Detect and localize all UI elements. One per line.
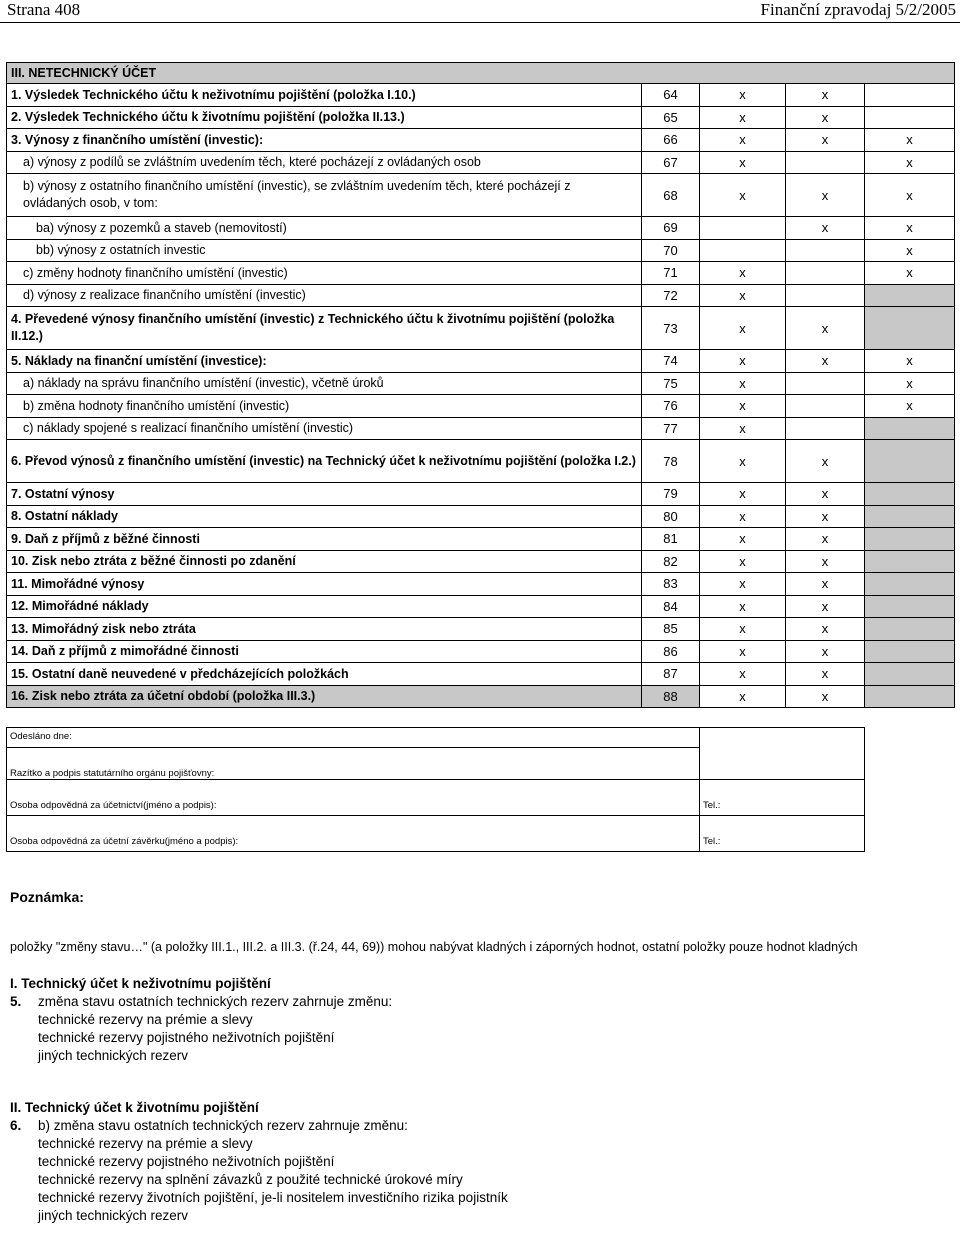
row-cell — [865, 595, 955, 618]
accounting-person-field: Osoba odpovědná za účetnictví(jméno a podpis): — [7, 780, 700, 816]
list-item: technické rezervy pojistného neživotních pojištění — [38, 1030, 335, 1045]
row-cell: x — [700, 151, 786, 174]
table-row — [7, 640, 955, 663]
row-cell: x — [786, 528, 865, 551]
row-cell — [700, 239, 786, 262]
row-cell: x — [700, 350, 786, 373]
section-item-number: 5. — [10, 994, 22, 1009]
row-number: 82 — [642, 550, 700, 573]
row-cell: x — [786, 440, 865, 483]
table-row — [7, 284, 955, 307]
note-text: položky "změny stavu…" (a položky III.1., III.2. a III.3. (ř.24, 44, 69)) mohou nabývat kladných i záporných hodnot, ostatní položky pouze hodnot kladných — [10, 940, 858, 954]
row-cell: x — [700, 595, 786, 618]
list-item: jiných technických rezerv — [38, 1208, 189, 1223]
row-cell — [865, 640, 955, 663]
table-row — [7, 174, 955, 217]
signature-block — [6, 727, 865, 852]
row-cell: x — [786, 84, 865, 107]
row-number: 79 — [642, 483, 700, 506]
row-cell: x — [700, 505, 786, 528]
table-row — [7, 528, 955, 551]
row-cell: x — [865, 395, 955, 418]
row-number: 71 — [642, 262, 700, 285]
row-cell: x — [865, 151, 955, 174]
row-label: ba) výnosy z pozemků a staveb (nemovitostí) — [7, 217, 642, 240]
row-number: 74 — [642, 350, 700, 373]
row-cell — [786, 284, 865, 307]
row-label: b) výnosy z ostatního finančního umístění (investic), se zvláštním uvedením těch, které pocházejí z ovládaných osob, v tom: — [7, 174, 642, 217]
row-number: 75 — [642, 372, 700, 395]
row-label: 8. Ostatní náklady — [7, 505, 642, 528]
row-cell: x — [700, 372, 786, 395]
row-number: 64 — [642, 84, 700, 107]
row-cell: x — [700, 618, 786, 641]
section-title-nonlife: I. Technický účet k neživotnímu pojištění — [10, 976, 271, 991]
list-item: b) změna stavu ostatních technických rezerv zahrnuje změnu: — [38, 1118, 408, 1133]
section-item-number: 6. — [10, 1118, 22, 1133]
row-label: 16. Zisk nebo ztráta za účetní období (položka III.3.) — [7, 685, 642, 708]
row-cell: x — [865, 174, 955, 217]
row-label: 3. Výnosy z finančního umístění (investic): — [7, 129, 642, 152]
row-cell — [865, 573, 955, 596]
row-label: 15. Ostatní daně neuvedené v předcházejících položkách — [7, 663, 642, 686]
row-label: 7. Ostatní výnosy — [7, 483, 642, 506]
row-cell: x — [700, 284, 786, 307]
row-cell: x — [700, 262, 786, 285]
list-item: technické rezervy na splnění závazků z použité technické úrokové míry — [38, 1172, 463, 1187]
row-cell: x — [700, 106, 786, 129]
row-label: 11. Mimořádné výnosy — [7, 573, 642, 596]
table-row — [7, 307, 955, 350]
row-cell: x — [865, 350, 955, 373]
row-label: 4. Převedené výnosy finančního umístění (investic) z Technického účtu k životnímu pojištění (položka II.12.) — [7, 307, 642, 350]
row-cell: x — [700, 174, 786, 217]
row-cell: x — [786, 640, 865, 663]
row-cell: x — [700, 84, 786, 107]
row-cell: x — [786, 350, 865, 373]
table-row — [7, 350, 955, 373]
row-number: 83 — [642, 573, 700, 596]
row-cell: x — [865, 129, 955, 152]
row-cell: x — [786, 106, 865, 129]
table-row — [7, 262, 955, 285]
row-label: 5. Náklady na finanční umístění (investice): — [7, 350, 642, 373]
row-number: 67 — [642, 151, 700, 174]
row-cell — [865, 618, 955, 641]
row-cell: x — [786, 618, 865, 641]
phone-field: Tel.: — [700, 780, 865, 816]
row-number: 66 — [642, 129, 700, 152]
row-cell: x — [786, 174, 865, 217]
table-row — [7, 663, 955, 686]
publication-title: Finanční zpravodaj 5/2/2005 — [760, 0, 956, 19]
row-cell — [865, 284, 955, 307]
row-cell: x — [700, 640, 786, 663]
row-cell — [865, 84, 955, 107]
row-cell: x — [700, 483, 786, 506]
page-number: Strana 408 — [7, 0, 81, 19]
list-item: technické rezervy na prémie a slevy — [38, 1136, 253, 1151]
list-item: technické rezervy pojistného neživotních pojištění — [38, 1154, 335, 1169]
table-row — [7, 217, 955, 240]
row-label: 10. Zisk nebo ztráta z běžné činnosti po zdanění — [7, 550, 642, 573]
non-technical-account-table — [6, 62, 955, 708]
row-number: 72 — [642, 284, 700, 307]
table-row — [7, 685, 955, 708]
row-cell: x — [786, 505, 865, 528]
row-cell: x — [865, 239, 955, 262]
row-cell: x — [700, 685, 786, 708]
row-number: 76 — [642, 395, 700, 418]
row-cell — [865, 417, 955, 440]
page-header — [0, 0, 960, 23]
row-number: 77 — [642, 417, 700, 440]
table-row — [7, 417, 955, 440]
row-cell — [865, 685, 955, 708]
row-cell: x — [700, 417, 786, 440]
row-number: 78 — [642, 440, 700, 483]
row-cell — [786, 262, 865, 285]
row-cell: x — [700, 550, 786, 573]
row-cell: x — [865, 217, 955, 240]
row-cell — [700, 217, 786, 240]
row-label: a) výnosy z podílů se zvláštním uvedením těch, které pocházejí z ovládaných osob — [7, 151, 642, 174]
row-cell: x — [786, 685, 865, 708]
row-label: 13. Mimořádný zisk nebo ztráta — [7, 618, 642, 641]
table-row — [7, 573, 955, 596]
row-number: 69 — [642, 217, 700, 240]
row-number: 86 — [642, 640, 700, 663]
table-row — [7, 106, 955, 129]
row-cell — [786, 395, 865, 418]
row-cell — [865, 550, 955, 573]
row-number: 73 — [642, 307, 700, 350]
row-cell — [865, 505, 955, 528]
list-item: změna stavu ostatních technických rezerv zahrnuje změnu: — [38, 994, 393, 1009]
row-number: 80 — [642, 505, 700, 528]
section-title-life: II. Technický účet k životnímu pojištění — [10, 1100, 259, 1115]
table-row — [7, 151, 955, 174]
table-title: III. NETECHNICKÝ ÚČET — [7, 63, 955, 84]
row-cell — [865, 483, 955, 506]
row-cell: x — [786, 663, 865, 686]
row-cell: x — [700, 307, 786, 350]
row-cell — [786, 239, 865, 262]
row-cell — [786, 372, 865, 395]
table-row — [7, 372, 955, 395]
row-cell — [865, 440, 955, 483]
row-number: 70 — [642, 239, 700, 262]
stamp-area — [700, 728, 865, 780]
row-number: 68 — [642, 174, 700, 217]
row-cell: x — [786, 129, 865, 152]
list-item: jiných technických rezerv — [38, 1048, 189, 1063]
row-cell: x — [786, 595, 865, 618]
row-label: 14. Daň z příjmů z mimořádné činnosti — [7, 640, 642, 663]
row-cell — [786, 151, 865, 174]
row-number: 81 — [642, 528, 700, 551]
row-cell: x — [786, 217, 865, 240]
note-title: Poznámka: — [10, 889, 84, 905]
row-cell: x — [700, 663, 786, 686]
table-row — [7, 239, 955, 262]
stamp-signature-field: Razítko a podpis statutárního orgánu pojišťovny: — [7, 748, 700, 780]
table-row — [7, 395, 955, 418]
row-cell — [786, 417, 865, 440]
row-number: 65 — [642, 106, 700, 129]
table-row — [7, 84, 955, 107]
row-label: 1. Výsledek Technického účtu k neživotnímu pojištění (položka I.10.) — [7, 84, 642, 107]
closing-person-field: Osoba odpovědná za účetní závěrku(jméno a podpis): — [7, 816, 700, 852]
row-label: d) výnosy z realizace finančního umístění (investic) — [7, 284, 642, 307]
row-label: 12. Mimořádné náklady — [7, 595, 642, 618]
table-row — [7, 483, 955, 506]
list-item: technické rezervy na prémie a slevy — [38, 1012, 253, 1027]
row-number: 85 — [642, 618, 700, 641]
row-cell: x — [786, 307, 865, 350]
row-cell — [865, 106, 955, 129]
row-label: c) náklady spojené s realizací finančního umístění (investic) — [7, 417, 642, 440]
row-number: 87 — [642, 663, 700, 686]
table-row — [7, 595, 955, 618]
row-cell: x — [786, 550, 865, 573]
row-cell: x — [700, 395, 786, 418]
list-item: technické rezervy životních pojištění, je-li nositelem investičního rizika pojistník — [38, 1190, 508, 1205]
table-row — [7, 505, 955, 528]
row-cell: x — [700, 129, 786, 152]
row-cell: x — [786, 573, 865, 596]
row-cell: x — [865, 262, 955, 285]
row-number: 88 — [642, 685, 700, 708]
table-row — [7, 618, 955, 641]
row-label: bb) výnosy z ostatních investic — [7, 239, 642, 262]
row-cell: x — [700, 440, 786, 483]
row-number: 84 — [642, 595, 700, 618]
row-cell: x — [700, 573, 786, 596]
row-label: 2. Výsledek Technického účtu k životnímu pojištění (položka II.13.) — [7, 106, 642, 129]
row-label: a) náklady na správu finančního umístění (investic), včetně úroků — [7, 372, 642, 395]
table-row — [7, 550, 955, 573]
row-label: b) změna hodnoty finančního umístění (investic) — [7, 395, 642, 418]
phone-field: Tel.: — [700, 816, 865, 852]
row-label: c) změny hodnoty finančního umístění (investic) — [7, 262, 642, 285]
row-cell: x — [786, 483, 865, 506]
table-row — [7, 129, 955, 152]
table-row — [7, 440, 955, 483]
row-cell — [865, 528, 955, 551]
row-label: 6. Převod výnosů z finančního umístění (investic) na Technický účet k neživotnímu pojištění (položka I.2.) — [7, 440, 642, 483]
row-cell — [865, 307, 955, 350]
row-label: 9. Daň z příjmů z běžné činnosti — [7, 528, 642, 551]
row-cell: x — [700, 528, 786, 551]
row-cell: x — [865, 372, 955, 395]
row-cell — [865, 663, 955, 686]
sent-date-field: Odesláno dne: — [7, 728, 700, 748]
table-title-row — [7, 63, 955, 84]
